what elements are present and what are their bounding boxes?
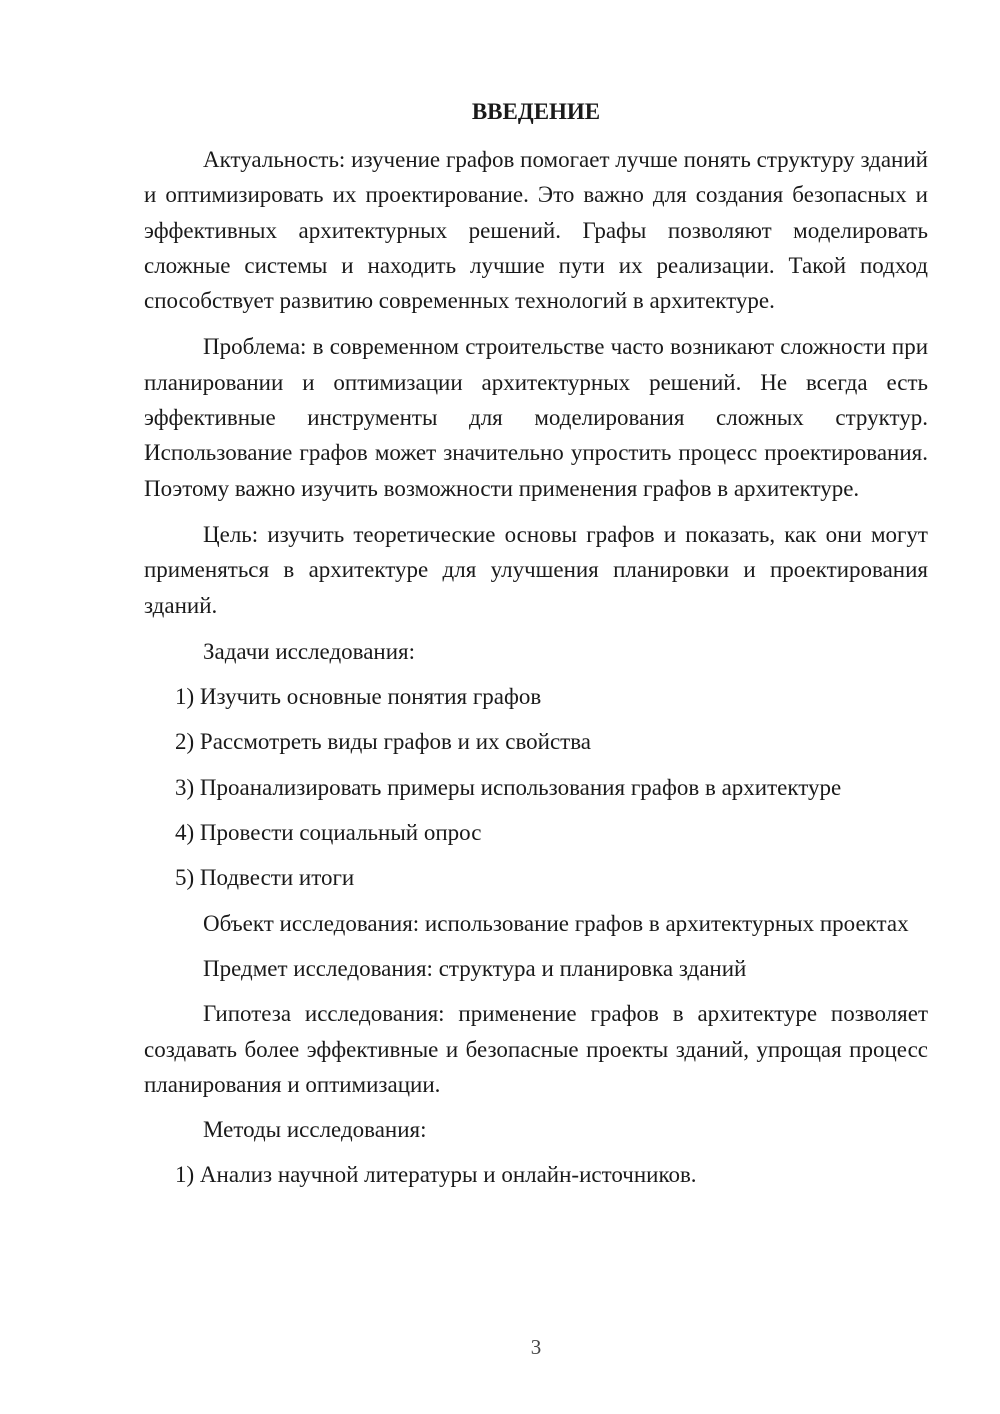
relevance-paragraph: Актуальность: изучение графов помогает лучше понять структуру зданий и оптимизировать их проектирование. Это важно для создания безопасных и эффективных архитектурных решений. Графы позволяют моделировать сложные системы и находить лучшие пути их реализации. Такой подход способствует развитию современных технологий в архитектуре. [144, 147, 928, 314]
page-number: 3 [530, 1335, 542, 1359]
section-title: ВВЕДЕНИЕ [471, 99, 601, 124]
method-item: 1) Анализ научной литературы и онлайн-источников. [175, 1162, 697, 1188]
object-paragraph: Объект исследования: использование графов в архитектурных проектах [203, 910, 909, 936]
hypothesis-paragraph: Гипотеза исследования: применение графов в архитектуре позволяет создавать более эффективные и безопасные проекты зданий, упрощая процесс планирования и оптимизации. [144, 1001, 928, 1097]
tasks-heading: Задачи исследования: [203, 638, 416, 664]
task-item: 3) Проанализировать примеры использования графов в архитектуре [175, 774, 842, 800]
document-body [144, 142, 928, 1193]
methods-heading: Методы исследования: [203, 1117, 427, 1143]
goal-paragraph: Цель: изучить теоретические основы графов и показать, как они могут применяться в архитектуре для улучшения планировки и проектирования зданий. [144, 521, 928, 618]
subject-paragraph: Предмет исследования: структура и планировка зданий [203, 955, 747, 981]
task-item: 5) Подвести итоги [175, 865, 355, 891]
task-item: 4) Провести социальный опрос [175, 820, 482, 846]
task-item: 1) Изучить основные понятия графов [175, 684, 542, 710]
task-item: 2) Рассмотреть виды графов и их свойства [175, 729, 591, 755]
problem-paragraph: Проблема: в современном строительстве часто возникают сложности при планировании и оптимизации архитектурных решений. Не всегда есть эффективные инструменты для моделирования сложных структур. Использование графов может значительно упростить процесс проектирования. Поэтому важно изучить возможности применения графов в архитектуре. [144, 334, 928, 501]
